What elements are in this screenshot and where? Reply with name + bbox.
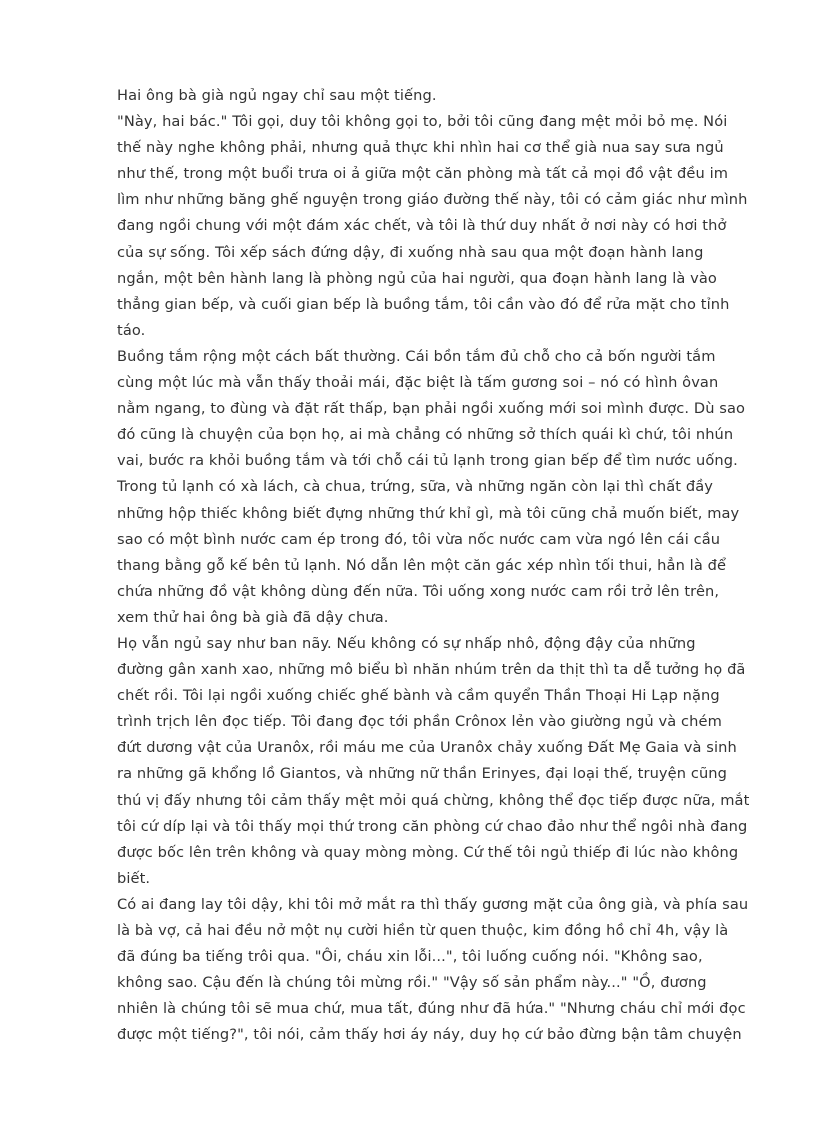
text-line: của sự sống. Tôi xếp sách đứng dậy, đi xuống nhà sau qua một đoạn hành lang	[117, 243, 704, 261]
text-line: xem thử hai ông bà già đã dậy chưa.	[117, 608, 389, 626]
text-line: đó cũng là chuyện của bọn họ, ai mà chẳng có những sở thích quái kì chứ, tôi nhún	[117, 426, 734, 444]
text-line: Hai ông bà già ngủ ngay chỉ sau một tiếng.	[117, 87, 437, 104]
text-line: thang bằng gỗ kế bên tủ lạnh. Nó dẫn lên một căn gác xép nhìn tối thui, hẳn là để	[117, 556, 727, 574]
text-line: đã đúng ba tiếng trôi qua. "Ôi, cháu xin lỗi...", tôi luống cuống nói. "Không sao,	[117, 948, 703, 966]
text-line: được bốc lên trên không và quay mòng mòng. Cứ thế tôi ngủ thiếp đi lúc nào không	[117, 843, 739, 861]
text-line: táo.	[117, 321, 146, 339]
text-line: thẳng gian bếp, và cuối gian bếp là buồng tắm, tôi cần vào đó để rửa mặt cho tỉnh	[117, 295, 730, 313]
text-line: Họ vẫn ngủ say như ban nãy. Nếu không có sự nhấp nhô, động đậy của những	[117, 634, 696, 652]
text-line: những hộp thiếc không biết đựng những thứ khỉ gì, mà tôi cũng chả muốn biết, may	[117, 504, 740, 522]
text-line: nằm ngang, to đùng và đặt rất thấp, bạn phải ngồi xuống mới soi mình được. Dù sao	[117, 400, 746, 418]
text-line: nhiên là chúng tôi sẽ mua chứ, mua tất, đúng như đã hứa." "Nhưng cháu chỉ mới đọc	[117, 1000, 746, 1018]
text-line: "Này, hai bác." Tôi gọi, duy tôi không gọi to, bởi tôi cũng đang mệt mỏi bỏ mẹ. Nói	[117, 113, 728, 131]
text-line: là bà vợ, cả hai đều nở một nụ cười hiền từ quen thuộc, kim đồng hồ chỉ 4h, vậy là	[117, 922, 729, 939]
text-line: đứt dương vật của Uranôx, rồi máu me của Uranôx chảy xuống Đất Mẹ Gaia và sinh	[117, 739, 737, 757]
text-line: đường gân xanh xao, những mô biểu bì nhăn nhúm trên da thịt thì ta dễ tưởng họ đã	[117, 661, 746, 679]
text-line: thú vị đấy nhưng tôi cảm thấy mệt mỏi quá chừng, không thể đọc tiếp được nữa, mắt	[117, 791, 750, 809]
text-line: tôi cứ díp lại và tôi thấy mọi thứ trong căn phòng cứ chao đảo như thể ngôi nhà đang	[117, 817, 748, 835]
text-line: ra những gã khổng lồ Giantos, và những nữ thần Erinyes, đại loại thế, truyện cũng	[117, 765, 728, 783]
text-line: thế này nghe không phải, nhưng quả thực khi nhìn hai cơ thể già nua say sưa ngủ	[117, 139, 724, 157]
text-line: biết.	[117, 869, 151, 887]
text-line: lìm như những băng ghế nguyện trong giáo đường thế này, tôi có cảm giác như mình	[117, 191, 748, 209]
text-line: cùng một lúc mà vẫn thấy thoải mái, đặc biệt là tấm gương soi – nó có hình ôvan	[117, 374, 719, 392]
story-text	[117, 83, 757, 1048]
text-line: đang ngồi chung với một đám xác chết, và tôi là thứ duy nhất ở nơi này có hơi thở	[117, 217, 727, 235]
text-line: Có ai đang lay tôi dậy, khi tôi mở mắt ra thì thấy gương mặt của ông già, và phía sau	[117, 895, 749, 913]
text-line: như thế, trong một buổi trưa oi ả giữa một căn phòng mà tất cả mọi đồ vật đều im	[117, 165, 729, 183]
text-line: chứa những đồ vật không dùng đến nữa. Tôi uống xong nước cam rồi trở lên trên,	[117, 582, 720, 600]
text-line: chết rồi. Tôi lại ngồi xuống chiếc ghế bành và cầm quyển Thần Thoại Hi Lạp nặng	[117, 687, 720, 705]
text-line: Buồng tắm rộng một cách bất thường. Cái bồn tắm đủ chỗ cho cả bốn người tắm	[117, 347, 716, 365]
text-line: ngắn, một bên hành lang là phòng ngủ của hai người, qua đoạn hành lang là vào	[117, 269, 717, 287]
text-line: được một tiếng?", tôi nói, cảm thấy hơi áy náy, duy họ cứ bảo đừng bận tâm chuyện	[117, 1026, 742, 1044]
text-line: sao có một bình nước cam ép trong đó, tôi vừa nốc nước cam vừa ngó lên cái cầu	[117, 530, 721, 548]
text-line: vai, bước ra khỏi buồng tắm và tới chỗ cái tủ lạnh trong gian bếp để tìm nước uống.	[117, 452, 738, 470]
text-line: không sao. Cậu đến là chúng tôi mừng rồi." "Vậy số sản phẩm này..." "Ồ, đương	[117, 974, 707, 992]
text-line: Trong tủ lạnh có xà lách, cà chua, trứng, sữa, và những ngăn còn lại thì chất đầy	[117, 478, 713, 496]
text-line: trình trịch lên đọc tiếp. Tôi đang đọc tới phần Crônox lẻn vào giường ngủ và chém	[117, 713, 722, 731]
